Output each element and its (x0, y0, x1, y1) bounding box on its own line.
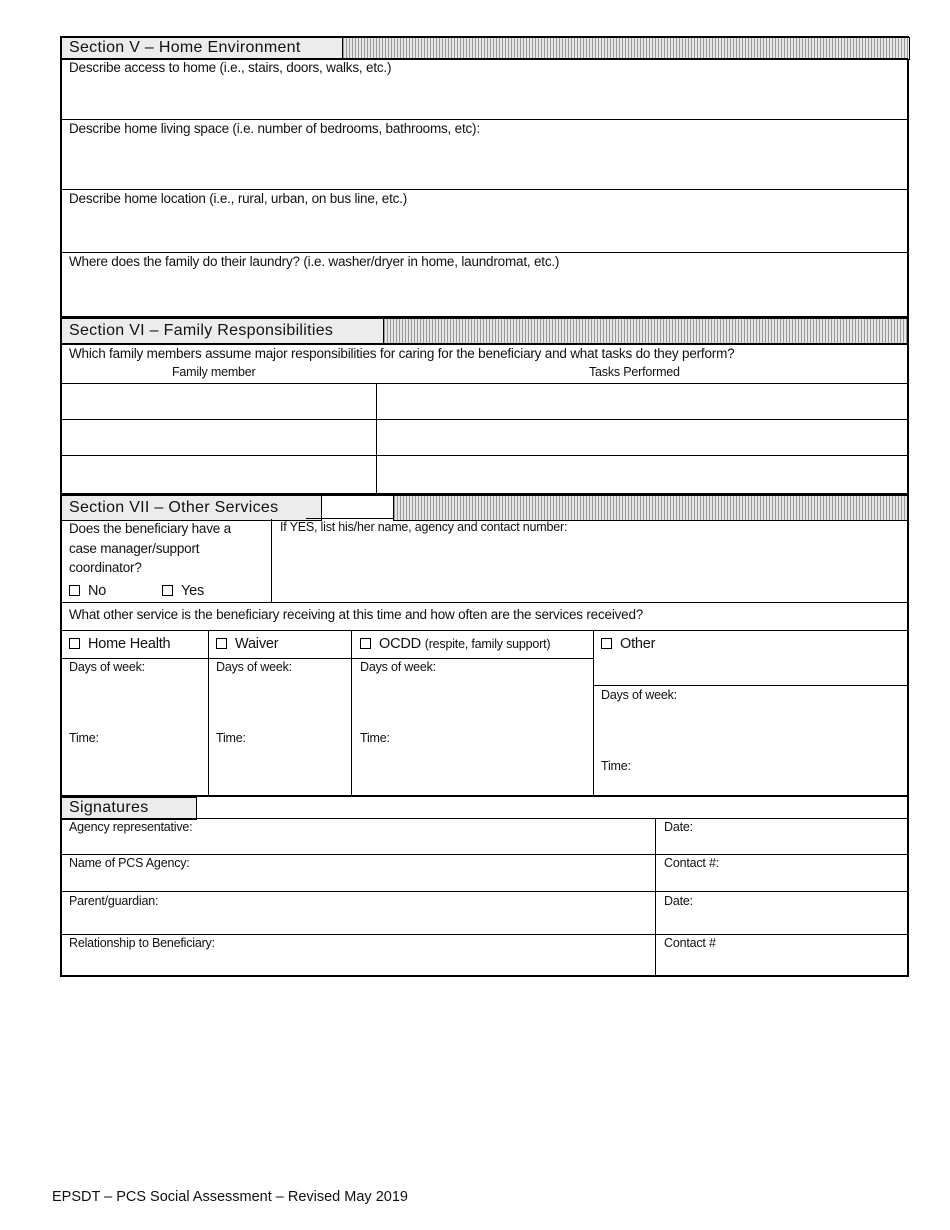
divider (61, 119, 908, 120)
date-field-1[interactable] (656, 836, 908, 854)
divider (61, 854, 908, 855)
option-no[interactable] (69, 583, 106, 599)
family-member-field-1[interactable] (61, 384, 376, 419)
question-home-access: Describe access to home (i.e., stairs, doors, walks, etc.) (69, 60, 392, 75)
parent-guardian-label: Parent/guardian: (69, 894, 159, 908)
if-yes-label: If YES, list his/her name, agency and contact number: (280, 520, 568, 534)
case-manager-question-line2: case manager/support (69, 541, 200, 556)
page-footer: EPSDT – PCS Social Assessment – Revised May 2019 (52, 1189, 408, 1205)
contact-label-2: Contact # (664, 936, 716, 950)
home-health-time-label: Time: (69, 731, 99, 745)
parent-guardian-field[interactable] (61, 910, 655, 934)
tasks-performed-field-2[interactable] (377, 420, 908, 455)
tasks-performed-field-1[interactable] (377, 384, 908, 419)
case-manager-question-line3: coordinator? (69, 560, 142, 575)
home-location-field[interactable] (61, 210, 908, 252)
pcs-agency-field[interactable] (61, 872, 655, 891)
date-field-2[interactable] (656, 910, 908, 934)
option-yes-label: Yes (181, 583, 205, 599)
section-7-header-fill (393, 495, 908, 521)
divider (61, 934, 908, 935)
agency-representative-label: Agency representative: (69, 820, 193, 834)
divider (61, 252, 908, 253)
checkbox-icon[interactable] (69, 638, 80, 649)
home-health-label: Home Health (88, 636, 171, 652)
column-family-member: Family member (172, 365, 256, 379)
date-label-2: Date: (664, 894, 693, 908)
question-laundry: Where does the family do their laundry? (i.e. washer/dryer in home, laundromat, etc.) (69, 254, 560, 269)
home-health-schedule-field[interactable] (61, 676, 208, 794)
waiver-time-label: Time: (216, 731, 246, 745)
waiver-schedule-field[interactable] (209, 676, 351, 794)
other-schedule-field[interactable] (594, 650, 908, 794)
divider (376, 383, 377, 494)
home-health-days-label: Days of week: (69, 660, 145, 674)
living-space-field[interactable] (61, 140, 908, 189)
divider (61, 658, 593, 659)
relationship-field[interactable] (61, 953, 655, 975)
checkbox-icon[interactable] (360, 638, 371, 649)
divider (61, 58, 908, 59)
ocdd-days-label: Days of week: (360, 660, 436, 674)
ocdd-time-label: Time: (360, 731, 390, 745)
option-no-label: No (88, 583, 107, 599)
service-home-health[interactable] (69, 636, 170, 652)
waiver-days-label: Days of week: (216, 660, 292, 674)
ocdd-note: (respite, family support) (424, 637, 551, 651)
divider (61, 602, 908, 603)
other-time-label: Time: (601, 759, 631, 773)
section-6-header-fill (383, 318, 908, 345)
checkbox-icon[interactable] (216, 638, 227, 649)
section-5-header: Section V – Home Environment (61, 37, 358, 60)
checkbox-icon[interactable] (601, 638, 612, 649)
contact-label-1: Contact #: (664, 856, 719, 870)
divider (61, 630, 908, 631)
service-waiver[interactable] (216, 636, 278, 652)
section-7-header: Section VII – Other Services (61, 495, 322, 521)
divider (61, 189, 908, 190)
agency-representative-field[interactable] (61, 836, 655, 854)
pcs-agency-label: Name of PCS Agency: (69, 856, 190, 870)
case-manager-details-field[interactable] (272, 538, 908, 601)
section-6-header: Section VI – Family Responsibilities (61, 318, 399, 345)
contact-field-2[interactable] (656, 953, 908, 975)
column-tasks-performed: Tasks Performed (589, 365, 680, 379)
waiver-label: Waiver (235, 636, 279, 652)
checkbox-icon[interactable] (162, 585, 173, 596)
checkbox-icon[interactable] (69, 585, 80, 596)
ocdd-schedule-field[interactable] (352, 676, 593, 794)
other-days-label: Days of week: (601, 688, 677, 702)
family-member-field-2[interactable] (61, 420, 376, 455)
section-6-question: Which family members assume major responsibilities for caring for the beneficiary and what tasks do they perform? (69, 346, 735, 361)
signatures-header: Signatures (61, 797, 197, 820)
family-member-field-3[interactable] (61, 456, 376, 493)
ocdd-label: OCDD (379, 636, 421, 652)
question-home-location: Describe home location (i.e., rural, urban, on bus line, etc.) (69, 191, 408, 206)
home-access-field[interactable] (61, 78, 908, 119)
divider (61, 818, 908, 819)
relationship-label: Relationship to Beneficiary: (69, 936, 215, 950)
other-label: Other (620, 636, 656, 652)
laundry-field[interactable] (61, 273, 908, 316)
option-yes[interactable] (162, 583, 204, 599)
section-7-header-blank (306, 495, 393, 519)
case-manager-question-line1: Does the beneficiary have a (69, 521, 231, 536)
divider (61, 891, 908, 892)
tasks-performed-field-3[interactable] (377, 456, 908, 493)
service-ocdd[interactable] (360, 636, 550, 652)
question-living-space: Describe home living space (i.e. number of bedrooms, bathrooms, etc): (69, 121, 480, 136)
other-services-question: What other service is the beneficiary receiving at this time and how often are the services received? (69, 607, 644, 622)
divider (61, 343, 908, 344)
section-5-header-fill (342, 37, 910, 60)
date-label-1: Date: (664, 820, 693, 834)
contact-field-1[interactable] (656, 872, 908, 891)
